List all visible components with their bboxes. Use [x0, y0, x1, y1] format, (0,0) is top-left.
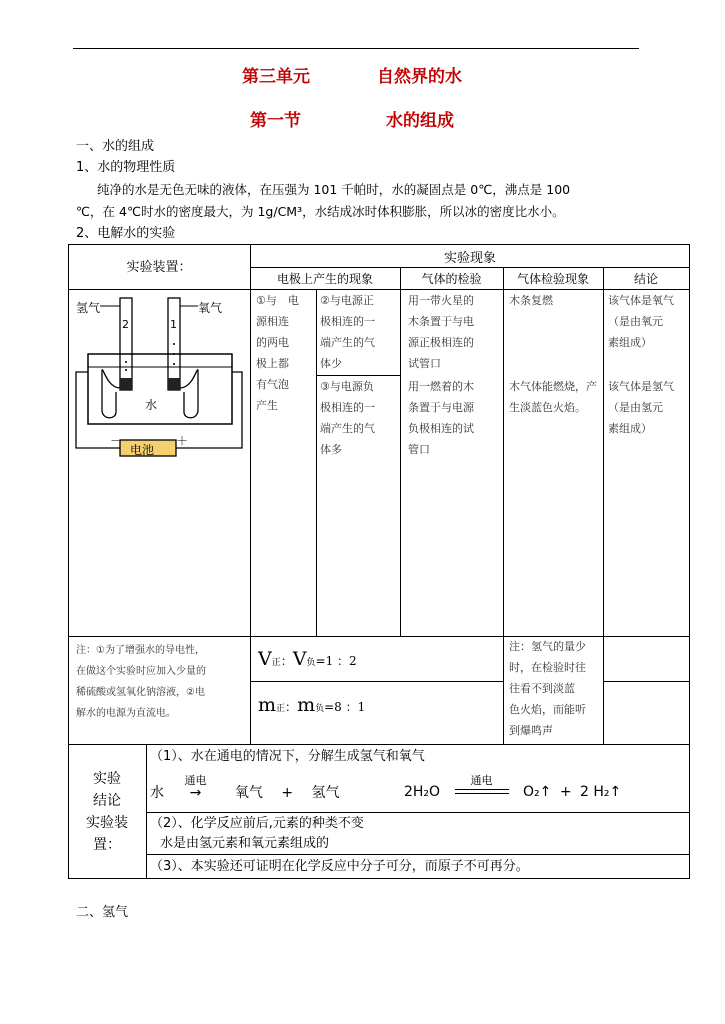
conclusion-3: （3）、本实验还可证明在化学反应中分子可分，而原子不可再分。: [150, 859, 529, 874]
table-line: [316, 289, 317, 636]
header-apparatus: 实验装置：: [126, 260, 192, 275]
note-hydrogen-detection: 注：氢气的量少 时，在检验时往 往看不到淡蓝 色火焰，而能听 到爆鸣声: [509, 640, 586, 737]
cell-conclusion-hydrogen: 该气体是氢气 （是由氢元 素组成）: [608, 380, 674, 435]
table-border-top: [68, 244, 690, 245]
cathode: [120, 378, 132, 390]
conclusion-2: （2）、化学反应前后,元素的种类不变: [150, 816, 364, 831]
water-trough: [88, 354, 232, 424]
anode: [168, 378, 180, 390]
table-line: [68, 744, 690, 745]
label-oxygen: 氧气: [198, 301, 223, 315]
electrolysis-apparatus-diagram: [72, 292, 247, 458]
cell-result-oxygen: 木条复燃: [509, 294, 553, 307]
table-line: [250, 244, 251, 744]
header-conclusion: 结论: [633, 272, 658, 286]
section-number: 第一节: [250, 111, 301, 131]
label-plus: ＋: [176, 434, 189, 448]
table-line: [250, 267, 690, 268]
ratio-volume: V正：V负=1 ：2: [258, 648, 357, 670]
table-line: [250, 681, 503, 682]
paragraph-line-2: ℃，在 4℃时水的密度最大，为 1g/CM³，水结成冰时体积膨胀，所以冰的密度比水小。: [76, 204, 565, 219]
table-line: [400, 267, 401, 636]
heading-water-composition: 一、水的组成: [76, 139, 155, 154]
header-gas-test: 气体的检验: [421, 272, 482, 286]
chemical-equation: 2H₂O 通电 O₂↑ + 2 H₂↑: [404, 774, 622, 800]
label-battery: 电池: [130, 443, 155, 457]
section-name: 水的组成: [386, 111, 454, 131]
cell-result-hydrogen: 木气体能燃烧，产 生淡蓝色火焰。: [509, 380, 597, 414]
cell-positive-electrode: ②与电源正 极相连的一 端产生的气 体少: [320, 294, 375, 370]
table-line: [603, 267, 604, 744]
label-water: 水: [145, 398, 158, 412]
label-minus: －: [110, 434, 123, 448]
note-conductivity: 注：①为了增强水的导电性， 在做这个实验时应加入少量的 稀硫酸或氢氧化钠溶液，②电 解水的电源为直流电。: [76, 645, 206, 719]
conclusion-2b: 水是由氢元素和氧元素组成的: [160, 836, 330, 851]
label-hydrogen: 氢气: [76, 301, 101, 315]
label-tube-1: 1: [170, 318, 177, 331]
conclusion-1: （1）、水在通电的情况下，分解生成氢气和氧气: [150, 749, 425, 764]
header-electrode: 电极上产生的现象: [276, 272, 373, 286]
table-line: [146, 744, 147, 878]
cell-conclusion-oxygen: 该气体是氧气 （是由氧元 素组成）: [608, 294, 674, 349]
heading-hydrogen: 二、氢气: [76, 905, 129, 920]
word-equation: 水 通电 → 氧气 + 氢气: [150, 774, 340, 801]
label-tube-2: 2: [122, 318, 129, 331]
cell-electrode-bubbles: ①与 电 源相连 的两电 极上都 有气泡 产生: [256, 294, 299, 412]
header-test-result: 气体检验现象: [516, 272, 589, 286]
subheading-electrolysis: 2、电解水的实验: [76, 226, 176, 241]
table-border-bottom: [68, 878, 690, 879]
table-line: [503, 267, 504, 744]
top-rule: [73, 48, 639, 49]
cell-test-oxygen: 用一带火星的 木条置于与电 源正极相连的 试管口: [408, 294, 474, 370]
unit-name: 自然界的水: [377, 67, 462, 87]
subheading-physical-properties: 1、水的物理性质: [76, 160, 176, 175]
cell-test-hydrogen: 用一燃着的木 条置于与电源 负极相连的试 管口: [408, 380, 474, 456]
conclusion-label: 实验 结论 实验装 置：: [86, 771, 128, 853]
cell-negative-electrode: ③与电源负 极相连的一 端产生的气 体多: [320, 380, 375, 456]
unit-number: 第三单元: [242, 67, 310, 87]
hydrogen-tube: [120, 298, 132, 390]
table-line: [603, 681, 690, 682]
paragraph-line-1: 纯净的水是无色无味的液体，在压强为 101 千帕时，水的凝固点是 0℃，沸点是 100: [97, 182, 571, 197]
header-phenomena: 实验现象: [443, 251, 496, 266]
ratio-mass: m正：m负=8 ：1: [258, 694, 366, 716]
table-line: [146, 854, 690, 855]
